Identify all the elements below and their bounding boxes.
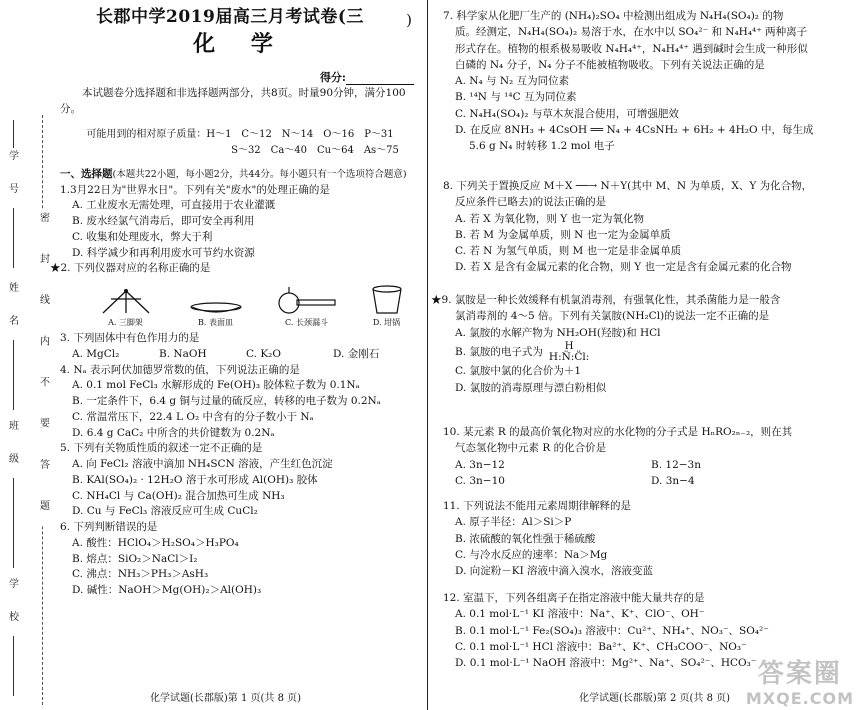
question-stem-line-2: 质。经测定，N₄H₄(SO₄)₂ 易溶于水，在水中以 SO₄²⁻ 和 N₄H₄⁴⁺ 两种离子 <box>455 26 808 39</box>
option-c[interactable]: C. NH₄Cl 与 Ca(OH)₂ 混合加热可生成 NH₃ <box>72 489 285 502</box>
watch-glass-icon <box>188 297 244 317</box>
option-d[interactable]: D. 在反应 8NH₃ + 4CsOH ══ N₄ + 4CsNH₂ + 6H₂ + 4H₂O 中，每生成 <box>455 123 814 136</box>
question-stem-line-2: 氯消毒剂的 4～5 倍。下列有关氯胺(NH₂Cl)的说法一定不正确的是 <box>455 310 770 323</box>
option-d-label: D. 坩锅 <box>372 318 401 328</box>
student-number-field[interactable] <box>13 120 14 148</box>
option-a[interactable]: A. 工业废水无需处理，可直接用于农业灌溉 <box>72 199 276 212</box>
option-d[interactable]: D. 若 X 是含有金属元素的化合物，则 Y 也一定是含有金属元素的化合物 <box>455 261 792 274</box>
option-b[interactable]: B. ¹⁴N 与 ¹⁴C 互为同位素 <box>455 91 577 104</box>
score-field[interactable] <box>346 75 414 85</box>
student-number-label: 学 号 <box>6 150 18 204</box>
question-stem: 11. 下列说法不能用元素周期律解释的是 <box>443 500 632 512</box>
question-9 <box>431 292 847 396</box>
option-c[interactable]: C. 3n−10 <box>455 474 505 487</box>
question-6 <box>60 520 420 599</box>
option-c[interactable]: C. K₂O <box>246 347 281 360</box>
option-a[interactable]: A. 0.1 mol·L⁻¹ KI 溶液中：Na⁺、K⁺、ClO⁻、OH⁻ <box>455 608 705 621</box>
star-icon: ★ <box>50 262 61 275</box>
question-stem-text: 9. 氯胺是一种长效缓释有机氯消毒剂，有强氧化性，其杀菌能力是一般含 <box>441 294 781 306</box>
exam-intro: 本试题卷分选择题和非选择题两部分，共8页。时量90分钟，满分100分。 <box>60 86 406 116</box>
option-c[interactable]: C. N₄H₄(SO₄)₂ 与草木灰混合使用，可增强肥效 <box>455 107 679 120</box>
question-stem: 1.3月22日为"世界水日"。下列有关"废水"的处理正确的是 <box>60 183 330 196</box>
seal-line-warning: 密 封 线 内 不 要 答 题 <box>37 212 49 525</box>
site-watermark <box>746 660 854 708</box>
watermark-url: MXQE.COM <box>745 688 854 708</box>
exam-title-paren: ) <box>406 11 412 29</box>
option-b[interactable]: B. 熔点：SiO₂＞NaCl＞I₂ <box>72 552 198 565</box>
option-d[interactable]: D. 科学减少和再利用废水可节约水资源 <box>72 246 255 259</box>
atomic-masses <box>60 127 420 159</box>
option-a[interactable]: A. MgCl₂ <box>72 347 120 360</box>
option-d[interactable]: D. 碱性：NaOH＞Mg(OH)₂＞Al(OH)₃ <box>72 584 262 597</box>
option-d-continued: 5.6 g N₄ 时转移 1.2 mol 电子 <box>469 140 615 153</box>
crucible-icon <box>370 283 404 317</box>
student-name-label: 姓 名 <box>6 282 18 336</box>
school-label: 学 校 <box>6 578 18 632</box>
option-c[interactable]: C. 0.1 mol·L⁻¹ HCl 溶液中：Ba²⁺、K⁺、CH₃COO⁻、NO₃⁻ <box>455 640 747 653</box>
option-a[interactable]: A. N₄ 与 N₂ 互为同位素 <box>455 75 570 88</box>
question-stem: 6. 下列判断错误的是 <box>60 521 158 534</box>
option-b[interactable]: B. 0.1 mol·L⁻¹ Fe₂(SO₄)₃ 溶液中：Cu²⁺、NH₄⁺、NO₃⁻、SO₄²⁻ <box>455 624 769 637</box>
option-d[interactable]: D. Cu 与 FeCl₃ 溶液反应可生成 CuCl₂ <box>72 505 258 518</box>
option-c-label: C. 长颈漏斗 <box>285 318 328 328</box>
option-b-text: B. 氯胺的电子式为 <box>455 345 543 358</box>
class-field[interactable] <box>13 478 14 568</box>
question-stem: 12. 室温下，下列各组离子在指定溶液中能大量共存的是 <box>443 592 705 604</box>
option-c[interactable]: C. 沸点：NH₃＞PH₃＞AsH₃ <box>72 568 209 581</box>
option-b[interactable]: B. KAl(SO₄)₂ · 12H₂O 溶于水可形成 Al(OH)₃ 胶体 <box>72 473 318 486</box>
option-c[interactable]: C. 若 N 为氢气单质，则 M 也一定是非金属单质 <box>455 245 682 258</box>
binding-margin <box>0 0 58 710</box>
option-a[interactable]: A. 3n−12 <box>455 458 505 471</box>
question-stem-text: 2. 下列仪器对应的名称正确的是 <box>60 262 211 275</box>
option-a[interactable]: A. 酸性：HClO₄＞H₂SO₄＞H₃PO₄ <box>72 536 239 549</box>
student-number-field-lower[interactable] <box>13 208 14 268</box>
option-b[interactable] <box>443 341 847 364</box>
student-name-field[interactable] <box>13 340 14 410</box>
atomic-masses-line-2: S～32 Ca～40 Cu～64 As～75 <box>231 145 399 157</box>
option-a[interactable]: A. 原子半径：Al＞Si＞P <box>455 516 572 529</box>
school-field[interactable] <box>13 636 14 696</box>
question-4 <box>60 363 420 442</box>
electron-formula-mid: H:N̈:C̈l: <box>548 350 590 363</box>
class-label: 班 级 <box>6 420 18 474</box>
question-1 <box>60 183 420 262</box>
option-a-label: A. 三脚架 <box>108 318 143 328</box>
question-5 <box>60 441 420 520</box>
question-stem-line-1: 7. 科学家从化肥厂生产的 (NH₄)₂SO₄ 中检测出组成为 N₄H₄(SO₄)₂ 的物 <box>443 10 784 22</box>
option-d[interactable]: D. 0.1 mol·L⁻¹ NaOH 溶液中：Mg²⁺、Na⁺、SO₄²⁻、HCO₃⁻ <box>455 657 757 670</box>
exam-page-2 <box>429 0 856 710</box>
option-b[interactable]: B. 若 M 为金属单质，则 N 也一定为金属单质 <box>455 228 671 241</box>
option-b[interactable]: B. 12−3n <box>651 458 701 471</box>
page-1-content <box>50 7 420 599</box>
watermark-logo-text: 答案圈 <box>757 658 842 689</box>
option-d[interactable]: D. 6.4 g CaC₂ 中所含的共价键数为 0.2Nₐ <box>72 426 275 439</box>
question-stem-line-4: 白磷的 N₄ 分子，N₄ 分子不能被植物吸收。下列有关说法正确的是 <box>455 58 765 71</box>
electron-formula-top: H <box>564 340 574 352</box>
score-box <box>320 72 414 85</box>
option-d[interactable]: D. 3n−4 <box>651 474 695 487</box>
question-stem-line-1: 8. 下列关于置换反应 M＋X ──→ N＋Y(其中 M、N 为单质，X、Y 为化合物， <box>443 180 813 192</box>
option-b[interactable]: B. NaOH <box>159 347 207 360</box>
option-d[interactable] <box>370 283 404 329</box>
question-stem: 5. 下列有关物质性质的叙述一定不正确的是 <box>60 442 263 455</box>
question-stem: 4. Nₐ 表示阿伏加德罗常数的值，下列说法正确的是 <box>60 363 300 376</box>
option-b[interactable]: B. 废水经氯气消毒后，即可安全再利用 <box>72 215 255 228</box>
question-stem: 3. 下列固体中有色作用力的是 <box>60 332 200 345</box>
option-b[interactable] <box>188 297 244 329</box>
section-note: (本题共22小题，每小题2分，共44分。每小题只有一个选项符合题意) <box>112 169 407 181</box>
option-d[interactable]: D. 金刚石 <box>333 347 380 360</box>
options-row-2 <box>443 473 847 489</box>
tripod-icon <box>97 283 155 317</box>
question-3 <box>60 331 420 363</box>
option-a[interactable]: A. 向 FeCl₂ 溶液中滴加 NH₄SCN 溶液，产生红色沉淀 <box>72 458 333 471</box>
options-row <box>60 347 420 363</box>
options-row-1 <box>443 457 847 473</box>
atomic-masses-line-1: 可能用到的相对原子质量：H～1 C～12 N～14 O～16 P～31 <box>86 129 394 141</box>
question-7 <box>443 8 847 154</box>
question-stem-line-1 <box>431 292 847 308</box>
option-a[interactable]: A. 若 X 为氧化物，则 Y 也一定为氧化物 <box>455 212 645 225</box>
apparatus-images <box>60 277 420 331</box>
question-8 <box>443 178 847 276</box>
option-a[interactable]: A. 氯胺的水解产物为 NH₂OH(羟胺)和 HCl <box>455 326 661 339</box>
question-stem-line-3: 形式存在。植物的根系极易吸收 N₄H₄⁴⁺，N₄H₄⁴⁺ 遇到碱时会生成一种形似 <box>455 42 808 55</box>
option-c[interactable]: C. 常温常压下，22.4 L O₂ 中含有的分子数小于 Nₐ <box>72 410 314 423</box>
option-c[interactable]: C. 与冷水反应的速率：Na＞Mg <box>455 548 608 561</box>
option-b[interactable]: B. 浓硫酸的氧化性强于稀硫酸 <box>455 532 596 545</box>
question-11 <box>443 498 847 579</box>
score-label: 得分: <box>319 71 346 84</box>
option-a[interactable]: A. 0.1 mol FeCl₃ 水解形成的 Fe(OH)₃ 胶体粒子数为 0.1Nₐ <box>72 379 360 392</box>
electron-formula <box>549 341 589 364</box>
question-2 <box>50 261 420 331</box>
option-b[interactable]: B. 一定条件下，6.4 g 铜与过量的硫反应，转移的电子数为 0.2Nₐ <box>72 395 381 408</box>
exam-title: 长郡中学2019届高三月考试卷(三 <box>96 7 364 27</box>
section-title: 一、选择题 <box>60 168 113 181</box>
option-d[interactable]: D. 向淀粉－KI 溶液中滴入溴水，溶液变蓝 <box>455 565 654 578</box>
long-neck-funnel-icon <box>277 283 337 317</box>
option-d[interactable]: D. 氯胺的消毒原理与漂白粉相似 <box>455 381 607 394</box>
page-2-footer: 化学试题(长郡版)第 2 页(共 8 页) <box>579 692 731 704</box>
question-stem-line-1: 10. 某元素 R 的最高价氧化物对应的水化物的分子式是 HₙRO₂ₙ₋₂，则在其 <box>443 426 793 438</box>
option-a[interactable] <box>97 283 155 329</box>
question-10 <box>443 424 847 489</box>
option-c[interactable] <box>277 283 337 329</box>
option-c[interactable]: C. 氯胺中氯的化合价为＋1 <box>455 365 582 378</box>
page-1-footer: 化学试题(长郡版)第 1 页(共 8 页) <box>150 692 302 704</box>
question-stem-line-2: 气态氢化物中元素 R 的化合价是 <box>455 442 607 455</box>
question-stem <box>50 261 420 277</box>
option-c[interactable]: C. 收集和处理废水，弊大于利 <box>72 230 213 243</box>
question-stem-line-2: 反应条件已略去)的说法正确的是 <box>455 196 607 209</box>
subject-title: 化 学 <box>193 30 287 57</box>
option-b-label: B. 表面皿 <box>198 318 233 328</box>
section-header <box>60 167 420 182</box>
star-icon: ★ <box>431 294 442 306</box>
